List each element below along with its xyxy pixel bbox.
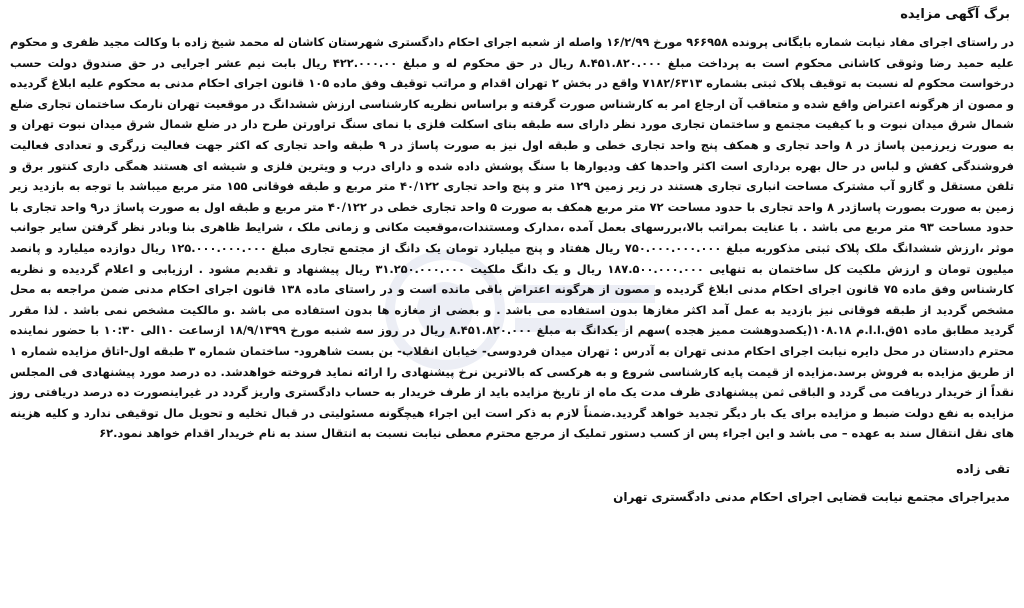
notice-document [8, 4, 1016, 508]
notice-title: برگ آگهی مزایده [900, 7, 1010, 22]
signer-title: مدیراجرای مجتمع نیابت قضایی اجرای احکام مدنی دادگستری تهران [613, 489, 1010, 504]
notice-body: در راستای اجرای مفاد نیابت شماره بایگانی پرونده ۹۶۶۹۵۸ مورخ ۱۶/۲/۹۹ واصله از شعبه اجرای احکام دادگستری شهرستان کاشان له محمد شیخ زاده با وکالت مجید ظفری و محکوم علیه حمید رضا وثوقی کاشانی محکوم است به پرداخت مبلغ ۸.۴۵۱.۸۲۰.۰۰۰ ریال در حق محکوم له و مبلغ ۴۲۲.۰۰۰.۰۰ ریال بابت نیم عشر اجرایی در حق صندوق دولت حسب درخواست محکوم له نسبت به توقیف پلاک ثبتی بشماره ۷۱۸۲/۶۳۱۳ واقع در بخش ۲ تهران اقدام و مراتب توقیف وفق ماده ۱۰۵ قانون اجرای احکام مدنی به محکوم علیه ابلاغ گردیده و مصون از هرگونه اعتراض واقع شده و متعاقب آن ارجاع امر به کارشناس صورت گرفته و براساس نظریه کارشناسی ارزش ششدانگ در موقعیت تهران نارمک ساختمان تجاری ضلع شمال شرق میدان نبوت و با کیفیت مجتمع و ساختمان تجاری مورد نظر دارای سه طبقه بنای اسکلت فلزی با نمای سنگ تراورتن طرح دار در ضلع شمال شرق میدان نبوت تهران و به صورت زیرزمین پاساژ در ۸ واحد تجاری و همکف پنج واحد تجاری خطی و طبقه اول نیز به صورت پاساژ در ۹ طبقه واحد تجاری که اکثر جهت فعالیت زرگری و تعدادی فعالیت فروشندگی کفش و لباس در حال بهره برداری است اکثر واحدها کف ودیوارها با سنگ پوشش داده شده و دارای درب و ویترین فلزی و شیشه ای هستند همگی داری کنتور برق و تلفن مستقل و گازو آب مشترک مساحت انباری تجاری هستند در زیر زمین ۱۲۹ متر و پنج واحد تجاری ۴۰/۱۲۲ متر مربع و طبقه فوقانی ۱۵۵ متر مربع میباشد با توجه به بازدید زیر زمین به صورت بصورت پاساژدر ۸ واحد تجاری با حدود مساحت ۷۲ متر مربع همکف به صورت ۵ واحد تجاری خطی در ۴۰/۱۲۲ متر مربع و طبقه اول به صورت پاساژ در۹ واحد تجاری با حدود مساحت ۹۳ متر مربع می باشد . با عنایت بمراتب بالا،بررسهای بعمل آمده ،مدارک ومستندات،موقعیت مکانی و زمانی ملک ، شرایط ظاهری بنا وبادر نظر گرفتن سایر جوانب موثر ،ارزش ششدانگ ملک پلاک ثبتی مذکوربه مبلغ ۷۵۰.۰۰۰.۰۰۰.۰۰۰ ریال هفتاد و پنج میلیارد تومان یک دانگ از مجتمع تجاری مبلغ ۱۲۵.۰۰۰.۰۰۰.۰۰۰ ریال دوازده میلیارد و پانصد میلیون تومان و ارزش ملکیت کل ساختمان به تنهایی ۱۸۷.۵۰۰.۰۰۰.۰۰۰ ریال و یک دانگ ملکیت ۳۱.۲۵۰.۰۰۰.۰۰۰ ریال پیشنهاد و تقدیم مشود . ارزیابی و اعلام گردیده و نظریه کارشناس وفق ماده ۷۵ قانون اجرای احکام مدنی ابلاغ گردیده و مصون از هرگونه اعتراض باقی مانده است و در راستای ماده ۱۳۸ قانون اجرای احکام مدنی ضمن مراجعه به محل مشخص گردید از طبقه فوقانی نیز بازدید به عمل آمد اکثر مغازها بدون استفاده می باشد . و بعضی از مغازه ها بدون استفاده می باشد .و مالکیت مشخص نمی باشد . لذا مقرر گردید مطابق ماده ۵۱ق.ا.ا.م ۱۰۸.۱۸(یکصدوهشت ممیز هجده )سهم از یکدانگ به مبلغ ۸.۴۵۱.۸۲۰.۰۰۰ ریال در روز سه شنبه مورخ ۱۸/۹/۱۳۹۹ ازساعت ۱۰الی ۱۰:۳۰ با حضور نماینده محترم دادستان در محل دایره نیابت اجرای احکام مدنی تهران به آدرس : تهران میدان فردوسی- خیابان انقلاب- بن بست شاهرود- ساختمان شماره ۳ طبقه اول-اتاق مزایده شماره ۱ از طریق مزایده به فروش برسد.مزایده از قیمت پایه کارشناسی شروع و به هرکسی که بالاترین نرخ پیشنهادی را ارائه نماید فروخته خواهدشد. ده درصد مورد پیشنهادی فی المجلس نقداً از خریدار دریافت می گردد و الباقی ثمن پیشنهادی ظرف مدت یک ماه از تاریخ مزایده باید از طرف خریدار به حساب دادگستری واریز گردد در غیراینصورت ده درصد دریافتی روز مزایده به نفع دولت ضبط و مزایده برای یک بار دیگر تجدید خواهد گردید.ضمناً لازم به ذکر است این اجراء هیچگونه مسئولیتی در قبال تخلیه و تحویل مال توقیفی ندارد و کلیه هزینه های نقل انتقال سند به عهده – می باشد و این اجراء پس از کسب دستور تملیک از مرجع محترم معطی نیابت نسبت به انتقال سند به نام خریدار اقدام خواهد نمود.۶۲ [10, 35, 1015, 441]
signer-name: تقی زاده [956, 461, 1010, 476]
